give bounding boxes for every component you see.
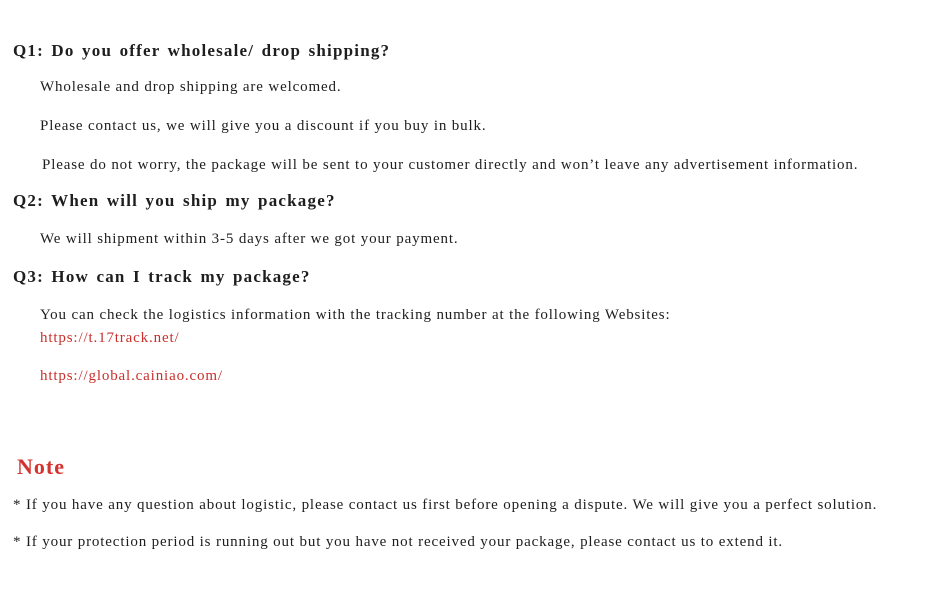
faq-q1-answer-2: Please contact us, we will give you a discount if you buy in bulk. [40, 118, 487, 134]
faq-q3-question: Q3: How can I track my package? [13, 267, 311, 287]
faq-q2-question: Q2: When will you ship my package? [13, 191, 336, 211]
note-item-1: * If you have any question about logistic, please contact us first before opening a dispute. We will give you a perfect solution. [13, 497, 878, 513]
note-item-2: * If your protection period is running out but you have not received your package, please contact us to extend it. [13, 534, 784, 550]
faq-q2-answer-1: We will shipment within 3-5 days after we got your payment. [40, 231, 459, 247]
faq-q1-question: Q1: Do you offer wholesale/ drop shipping? [13, 41, 391, 61]
faq-q1-answer-3: Please do not worry, the package will be sent to your customer directly and won’t leave any advertisement information. [42, 157, 859, 173]
note-title: Note [17, 454, 65, 480]
faq-q1-answer-1: Wholesale and drop shipping are welcomed. [40, 79, 342, 95]
tracking-link-17track[interactable]: https://t.17track.net/ [40, 330, 180, 346]
tracking-link-cainiao[interactable]: https://global.cainiao.com/ [40, 368, 223, 384]
faq-q3-answer-1: You can check the logistics information with the tracking number at the following Websites: [40, 307, 671, 323]
